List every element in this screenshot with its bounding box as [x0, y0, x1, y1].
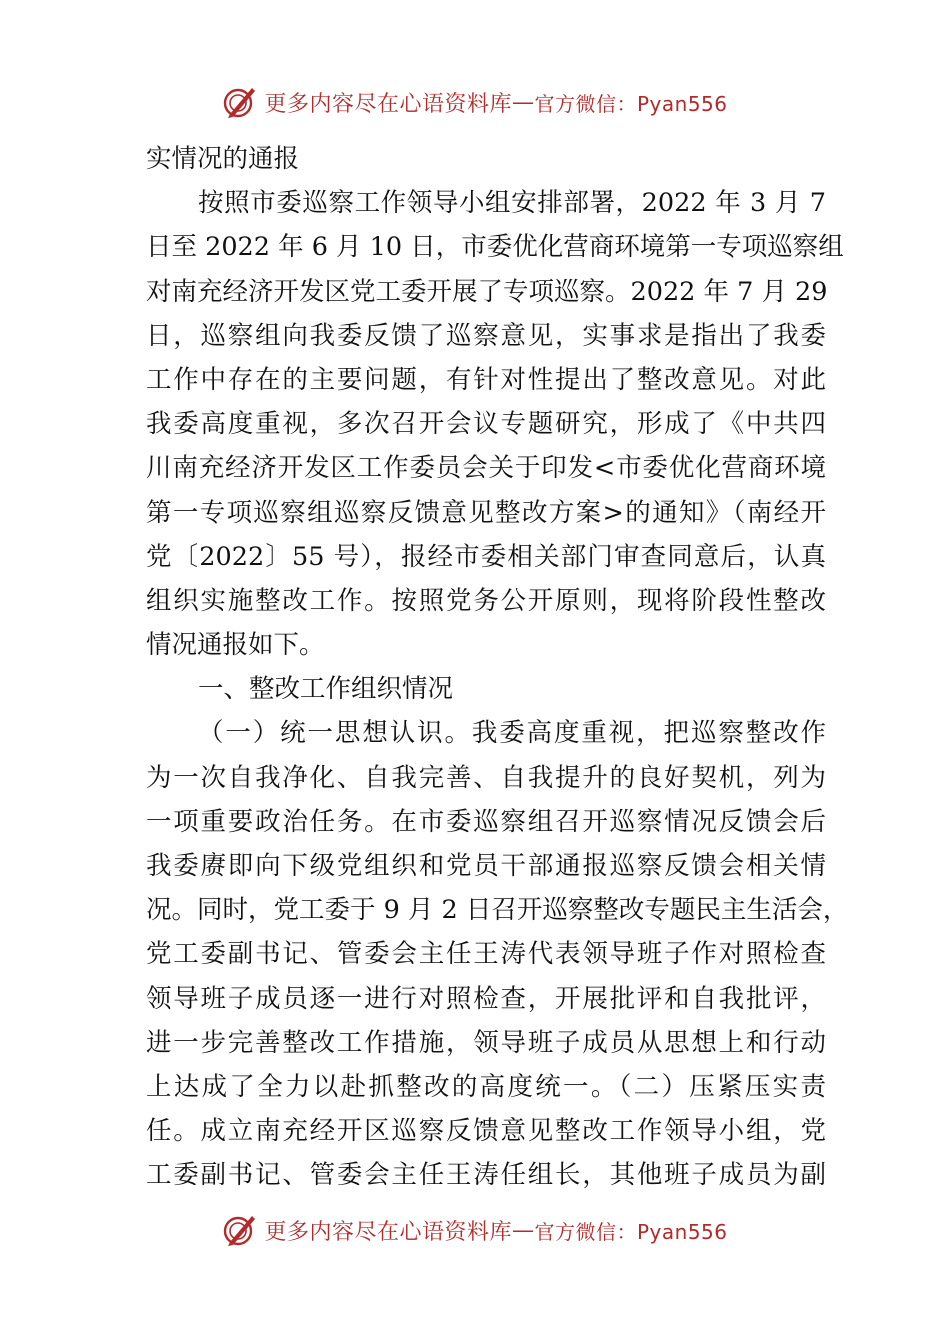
watermark-site-text: 更多内容尽在心语资料库: [264, 1219, 512, 1245]
body-line: 为一次自我净化、自我完善、自我提升的良好契机，列为: [146, 762, 826, 793]
body-line: 我委高度重视，多次召开会议专题研究，形成了《中共四: [146, 409, 826, 440]
watermark-banner-bottom: [0, 1208, 950, 1252]
watermark-dash: —: [512, 89, 535, 115]
body-line: 工作中存在的主要问题，有针对性提出了整改意见。对此: [146, 364, 826, 395]
body-line: 进一步完善整改工作措施，领导班子成员从思想上和行动: [146, 1027, 826, 1058]
document-body: [146, 137, 849, 1198]
watermark-wechat-text: 官方微信：Pyan556: [534, 91, 728, 116]
section-heading: 一、整改工作组织情况: [198, 674, 454, 705]
watermark-site-text: 更多内容尽在心语资料库: [264, 91, 512, 117]
body-line: 实情况的通报: [146, 144, 300, 174]
body-line: 领导班子成员逐一进行对照检查，开展批评和自我批评，: [146, 983, 826, 1014]
watermark-dash: —: [512, 1217, 535, 1243]
body-line: 我委赓即向下级党组织和党员干部通报巡察反馈会相关情: [146, 851, 826, 881]
body-line: 党〔2022〕55 号），报经市委相关部门审查同意后，认真: [146, 541, 826, 572]
pen-circle-logo-icon: [222, 1212, 258, 1248]
body-line: 日至 2022 年 6 月 10 日，市委优化营商环境第一专项巡察组: [146, 232, 844, 263]
body-line: 川南充经济开发区工作委员会关于印发<市委优化营商环境: [146, 453, 826, 484]
body-line: 党工委副书记、管委会主任王涛代表领导班子作对照检查: [146, 939, 826, 970]
body-line: 按照市委巡察工作领导小组安排部署，2022 年 3 月 7: [198, 188, 826, 219]
body-line: 一项重要政治任务。在市委巡察组召开巡察情况反馈会后: [146, 806, 826, 837]
body-line: 上达成了全力以赴抓整改的高度统一。（二）压紧压实责: [146, 1071, 826, 1102]
body-line: 第一专项巡察组巡察反馈意见整改方案>的通知》（南经开: [146, 497, 826, 528]
body-line: 情况通报如下。: [146, 630, 325, 661]
body-line: 任。成立南充经开区巡察反馈意见整改工作领导小组，党: [146, 1116, 826, 1147]
body-line: 组织实施整改工作。按照党务公开原则，现将阶段性整改: [146, 585, 826, 616]
watermark-wechat-text: 官方微信：Pyan556: [534, 1219, 728, 1244]
body-line: 日，巡察组向我委反馈了巡察意见，实事求是指出了我委: [146, 320, 826, 351]
body-line: 对南充经济开发区党工委开展了专项巡察。2022 年 7 月 29: [146, 276, 828, 307]
body-line: 况。同时，党工委于 9 月 2 日召开巡察整改专题民主生活会，: [146, 895, 849, 926]
pen-circle-logo-icon: [222, 84, 258, 120]
body-line: 工委副书记、管委会主任王涛任组长，其他班子成员为副: [146, 1160, 826, 1191]
watermark-banner-top: [0, 80, 950, 124]
body-line: （一）统一思想认识。我委高度重视，把巡察整改作: [198, 718, 826, 749]
